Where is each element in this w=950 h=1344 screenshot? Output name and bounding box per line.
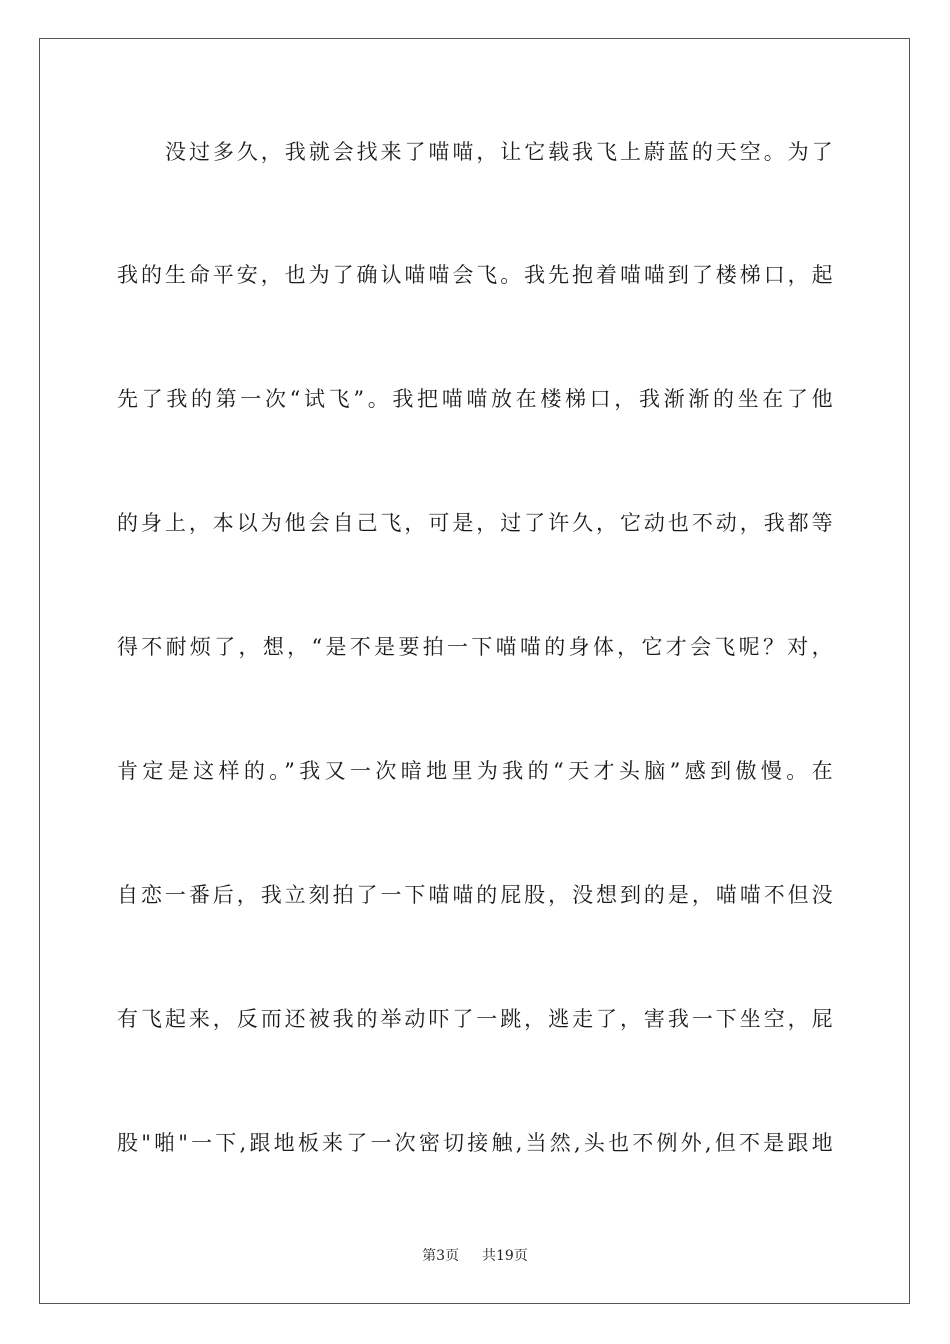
text-line-1: 没过多久，我就会找来了喵喵，让它载我飞上蔚蓝的天空。为了 xyxy=(165,140,833,164)
text-line-5: 得不耐烦了，想，“是不是要拍一下喵喵的身体，它才会飞呢？对， xyxy=(117,635,833,659)
text-line-7: 自恋一番后，我立刻拍了一下喵喵的屁股，没想到的是，喵喵不但没 xyxy=(117,883,833,907)
total-pages: 共19页 xyxy=(482,1248,528,1264)
text-line-3: 先了我的第一次“试飞”。我把喵喵放在楼梯口，我渐渐的坐在了他 xyxy=(117,387,833,411)
page-number: 第3页 xyxy=(422,1248,460,1264)
page-footer xyxy=(0,1246,950,1266)
text-line-4: 的身上，本以为他会自己飞，可是，过了许久，它动也不动，我都等 xyxy=(117,511,833,535)
text-line-9: 股"啪"一下,跟地板来了一次密切接触,当然,头也不例外,但不是跟地 xyxy=(117,1131,833,1155)
page-border xyxy=(39,38,910,1304)
text-line-8: 有飞起来，反而还被我的举动吓了一跳，逃走了，害我一下坐空，屁 xyxy=(117,1007,833,1031)
text-line-6: 肯定是这样的。”我又一次暗地里为我的“天才头脑”感到傲慢。在 xyxy=(117,759,833,783)
text-line-2: 我的生命平安，也为了确认喵喵会飞。我先抱着喵喵到了楼梯口，起 xyxy=(117,263,833,287)
